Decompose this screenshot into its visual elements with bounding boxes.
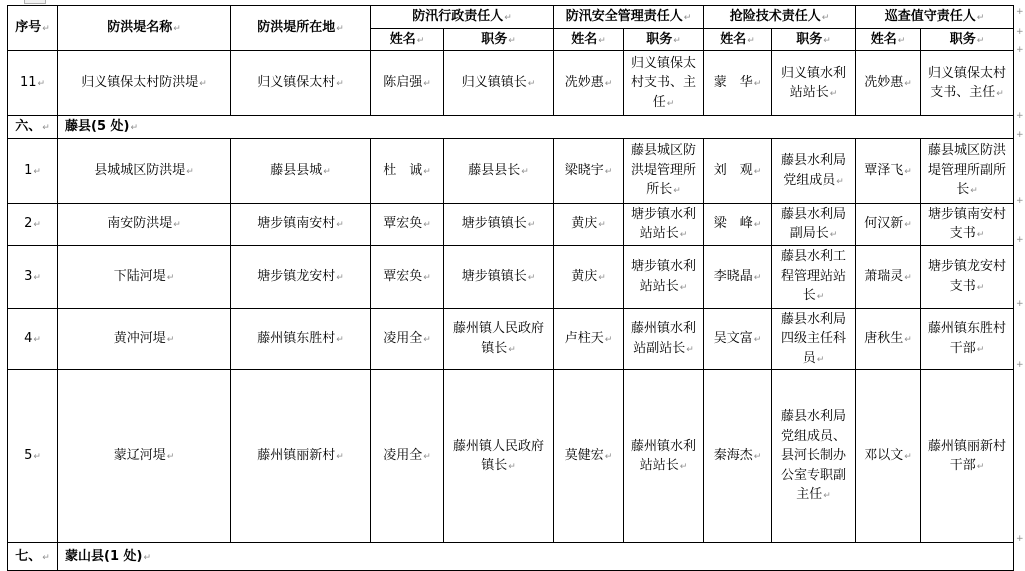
cell-person-name[interactable] — [704, 370, 772, 543]
end-of-cell-mark: ↵ — [604, 166, 613, 177]
header-text: 职务 — [949, 31, 976, 47]
cell-text: 六、 — [15, 119, 42, 134]
section-index-cell[interactable] — [8, 116, 58, 139]
end-of-cell-mark: ↵ — [508, 344, 516, 355]
cell-person-name[interactable] — [371, 308, 444, 370]
cell-duty[interactable] — [444, 245, 554, 308]
end-of-cell-mark: ↵ — [42, 123, 50, 133]
end-of-cell-mark: ↵ — [173, 220, 181, 231]
cell-text: 藤县水利局四级主任科员 — [780, 311, 846, 366]
end-of-cell-mark: ↵ — [753, 220, 762, 231]
end-of-cell-mark: ↵ — [416, 35, 425, 46]
cell-person-name[interactable] — [554, 245, 624, 308]
cell-text: 李晓晶 — [713, 268, 753, 284]
end-of-cell-mark: ↵ — [976, 462, 985, 472]
header-dike-name[interactable] — [58, 6, 231, 51]
cell-duty[interactable] — [921, 203, 1014, 245]
cell-duty[interactable] — [921, 51, 1014, 116]
cell-text: 藤县水利工程管理站站长 — [780, 249, 846, 304]
cell-person-name[interactable] — [856, 203, 921, 245]
header-location[interactable] — [231, 6, 371, 51]
cell-text: 归义镇保太村防洪堤 — [81, 75, 199, 91]
cell-person-name[interactable] — [554, 370, 624, 543]
cell-location[interactable] — [231, 203, 371, 245]
end-of-cell-mark: ↵ — [598, 35, 606, 46]
cell-text: 七、 — [15, 548, 42, 564]
cell-text: 塘步镇水利站站长 — [630, 206, 696, 241]
cell-serial[interactable] — [8, 245, 58, 308]
end-of-row-mark: + — [1016, 111, 1024, 121]
header-text: 姓名 — [720, 31, 747, 47]
section-label-cell[interactable] — [58, 116, 1014, 139]
end-of-cell-mark: ↵ — [527, 272, 536, 283]
table-row — [8, 51, 1014, 116]
cell-duty[interactable] — [772, 203, 856, 245]
section-index-cell[interactable] — [8, 543, 58, 571]
table-row — [8, 138, 1014, 203]
end-of-cell-mark: ↵ — [679, 230, 688, 240]
cell-text: 凌用全 — [383, 331, 423, 346]
cell-text: 蒙山县(1 处) — [65, 548, 143, 564]
header-text: 防汛安全管理责任人 — [565, 9, 683, 24]
end-of-cell-mark: ↵ — [753, 335, 762, 345]
cell-dike-name[interactable] — [58, 245, 231, 308]
cell-location[interactable] — [231, 51, 371, 116]
cell-duty[interactable] — [444, 203, 554, 245]
cell-person-name[interactable] — [371, 245, 444, 308]
header-text: 职务 — [481, 31, 508, 47]
header-group-patrol[interactable] — [856, 6, 1014, 29]
end-of-row-mark: + — [1016, 299, 1024, 309]
cell-serial[interactable] — [8, 138, 58, 203]
cell-text: 何汉新 — [864, 216, 904, 232]
cell-duty[interactable] — [444, 138, 554, 203]
cell-text: 归义镇保太村 — [257, 75, 336, 91]
cell-text: 4 — [24, 331, 33, 346]
end-of-cell-mark: ↵ — [673, 186, 681, 197]
end-of-cell-mark: ↵ — [508, 462, 516, 472]
header-text: 姓名 — [870, 31, 897, 47]
header-duty-rescue[interactable] — [772, 28, 856, 51]
cell-text: 黄庆 — [571, 268, 598, 284]
end-of-cell-mark: ↵ — [976, 35, 985, 46]
cell-dike-name[interactable] — [58, 51, 231, 116]
cell-serial[interactable] — [8, 308, 58, 370]
table-row — [8, 245, 1014, 308]
header-name-patrol[interactable] — [856, 28, 921, 51]
cell-text: 藤州镇东胜村 — [257, 331, 336, 346]
end-of-cell-mark: ↵ — [904, 220, 912, 231]
section-row — [8, 116, 1014, 139]
cell-person-name[interactable] — [704, 138, 772, 203]
end-of-cell-mark: ↵ — [130, 123, 139, 133]
cell-text: 冼妙惠 — [864, 75, 904, 91]
section-label-cell[interactable] — [58, 543, 1014, 571]
end-of-cell-mark: ↵ — [970, 186, 978, 197]
cell-text: 藤县城区防洪堤管理所所长 — [630, 143, 696, 198]
end-of-cell-mark: ↵ — [598, 220, 606, 231]
cell-text: 藤县(5 处) — [65, 119, 130, 134]
end-of-row-mark: + — [1016, 360, 1024, 370]
cell-text: 归义镇水利站站长 — [780, 65, 846, 100]
cell-person-name[interactable] — [856, 51, 921, 116]
end-of-cell-mark: ↵ — [33, 335, 41, 345]
end-of-cell-mark: ↵ — [679, 462, 688, 472]
end-of-cell-mark: ↵ — [747, 35, 755, 46]
cell-text: 卢柱天 — [564, 331, 604, 346]
cell-serial[interactable] — [8, 51, 58, 116]
table-row — [8, 370, 1014, 543]
end-of-cell-mark: ↵ — [821, 13, 830, 23]
cell-text: 藤县县城 — [270, 162, 323, 178]
cell-dike-name[interactable] — [58, 203, 231, 245]
cell-text: 藤县水利局副局长 — [780, 206, 846, 241]
cell-duty[interactable] — [624, 51, 704, 116]
end-of-cell-mark: ↵ — [33, 272, 41, 283]
end-of-cell-mark: ↵ — [143, 552, 152, 563]
end-of-cell-mark: ↵ — [33, 220, 41, 231]
cell-location[interactable] — [231, 245, 371, 308]
end-of-cell-mark: ↵ — [976, 344, 985, 355]
cell-duty[interactable] — [624, 138, 704, 203]
cell-duty[interactable] — [624, 245, 704, 308]
cell-text: 11 — [19, 75, 37, 91]
end-of-cell-mark: ↵ — [336, 452, 344, 463]
cell-text: 蒙 华 — [713, 75, 753, 91]
cell-text: 吴文富 — [713, 331, 753, 346]
header-text: 巡查值守责任人 — [884, 9, 976, 24]
cell-text: 塘步镇镇长 — [461, 216, 527, 232]
cell-text: 梁 峰 — [713, 216, 753, 232]
end-of-cell-mark: ↵ — [33, 166, 41, 177]
end-of-cell-mark: ↵ — [753, 79, 762, 90]
header-text: 抢险技术责任人 — [729, 9, 821, 24]
end-of-cell-mark: ↵ — [336, 335, 344, 345]
header-text: 姓名 — [389, 31, 416, 47]
cell-text: 塘步镇南安村 — [257, 216, 336, 232]
header-duty-safety[interactable] — [624, 28, 704, 51]
cell-duty[interactable] — [624, 308, 704, 370]
end-of-cell-mark: ↵ — [683, 13, 692, 23]
header-name-rescue[interactable] — [704, 28, 772, 51]
header-text: 序号 — [15, 20, 42, 36]
end-of-cell-mark: ↵ — [598, 272, 606, 283]
header-serial[interactable] — [8, 6, 58, 51]
end-of-cell-mark: ↵ — [666, 98, 675, 109]
cell-text: 塘步镇龙安村支书 — [927, 259, 1006, 294]
end-of-cell-mark: ↵ — [521, 166, 529, 177]
cell-person-name[interactable] — [704, 308, 772, 370]
header-group-admin[interactable] — [371, 6, 554, 29]
cell-text: 下陆河堤 — [113, 268, 166, 284]
cell-text: 秦海杰 — [713, 448, 753, 464]
end-of-cell-mark: ↵ — [423, 166, 431, 177]
end-of-cell-mark: ↵ — [823, 35, 831, 46]
table-row — [8, 203, 1014, 245]
header-group-row — [8, 6, 1014, 29]
end-of-cell-mark: ↵ — [686, 344, 694, 355]
page-top-artifact — [24, 0, 46, 4]
cell-person-name[interactable] — [371, 51, 444, 116]
end-of-cell-mark: ↵ — [423, 335, 431, 345]
cell-text: 覃宏奂 — [383, 268, 423, 284]
cell-text: 塘步镇南安村支书 — [927, 206, 1006, 241]
cell-person-name[interactable] — [704, 245, 772, 308]
end-of-cell-mark: ↵ — [816, 292, 825, 303]
end-of-cell-mark: ↵ — [604, 79, 613, 90]
cell-serial[interactable] — [8, 203, 58, 245]
cell-text: 塘步镇镇长 — [461, 268, 527, 284]
end-of-cell-mark: ↵ — [423, 220, 431, 231]
cell-text: 莫健宏 — [564, 448, 604, 464]
cell-text: 藤州镇丽新村干部 — [927, 438, 1006, 473]
cell-text: 覃宏奂 — [383, 216, 423, 232]
header-duty-patrol[interactable] — [921, 28, 1014, 51]
end-of-row-mark: + — [1016, 45, 1024, 55]
end-of-row-mark: + — [1016, 7, 1024, 17]
end-of-cell-mark: ↵ — [976, 230, 985, 240]
end-of-cell-mark: ↵ — [199, 79, 207, 90]
cell-text: 陈启强 — [383, 75, 423, 91]
end-of-cell-mark: ↵ — [336, 272, 344, 283]
header-text: 姓名 — [571, 31, 598, 47]
cell-text: 藤州镇水利站站长 — [630, 438, 696, 473]
header-text: 职务 — [646, 31, 673, 47]
cell-text: 黄庆 — [571, 216, 598, 232]
cell-text: 藤县水利局党组成员、县河长制办公室专职副主任 — [780, 409, 846, 503]
end-of-cell-mark: ↵ — [829, 230, 838, 240]
cell-text: 县城城区防洪堤 — [94, 162, 186, 178]
end-of-cell-mark: ↵ — [904, 452, 912, 463]
header-group-rescue[interactable] — [704, 6, 856, 29]
cell-duty[interactable] — [921, 245, 1014, 308]
cell-person-name[interactable] — [371, 203, 444, 245]
end-of-cell-mark: ↵ — [173, 24, 181, 35]
cell-dike-name[interactable] — [58, 138, 231, 203]
cell-duty[interactable] — [772, 370, 856, 543]
cell-person-name[interactable] — [371, 138, 444, 203]
header-text: 职务 — [796, 31, 823, 47]
cell-duty[interactable] — [444, 308, 554, 370]
cell-text: 杜 诚 — [383, 162, 423, 178]
cell-text: 蒙辽河堤 — [113, 448, 166, 464]
cell-text: 塘步镇水利站站长 — [630, 259, 696, 294]
cell-text: 萧瑞灵 — [864, 268, 904, 284]
end-of-cell-mark: ↵ — [33, 452, 41, 463]
cell-text: 藤州镇东胜村干部 — [927, 321, 1006, 356]
cell-text: 归义镇保太村支书、主任 — [630, 55, 696, 110]
cell-person-name[interactable] — [554, 51, 624, 116]
cell-text: 藤州镇水利站副站长 — [630, 321, 696, 356]
cell-text: 唐秋生 — [864, 331, 904, 346]
end-of-cell-mark: ↵ — [42, 552, 50, 563]
end-of-cell-mark: ↵ — [336, 220, 344, 231]
cell-location[interactable] — [231, 308, 371, 370]
cell-dike-name[interactable] — [58, 308, 231, 370]
end-of-cell-mark: ↵ — [37, 79, 46, 90]
cell-person-name[interactable] — [856, 138, 921, 203]
end-of-cell-mark: ↵ — [836, 176, 844, 187]
cell-text: 2 — [24, 216, 33, 232]
header-text: 防洪堤所在地 — [257, 20, 336, 36]
cell-duty[interactable] — [921, 370, 1014, 543]
end-of-cell-mark: ↵ — [166, 335, 175, 345]
end-of-cell-mark: ↵ — [679, 282, 688, 293]
end-of-row-mark: + — [1016, 534, 1024, 544]
header-duty-admin[interactable] — [444, 28, 554, 51]
cell-person-name[interactable] — [856, 370, 921, 543]
cell-text: 1 — [24, 162, 33, 178]
cell-text: 南安防洪堤 — [107, 216, 173, 232]
section-row — [8, 543, 1014, 571]
cell-serial[interactable] — [8, 370, 58, 543]
end-of-cell-mark: ↵ — [753, 166, 762, 177]
table-row — [8, 308, 1014, 370]
header-group-safety[interactable] — [554, 6, 704, 29]
end-of-cell-mark: ↵ — [336, 79, 344, 90]
cell-text: 覃泽飞 — [864, 162, 904, 178]
end-of-cell-mark: ↵ — [527, 220, 536, 231]
cell-location[interactable] — [231, 138, 371, 203]
cell-text: 藤州镇丽新村 — [257, 448, 336, 464]
cell-duty[interactable] — [921, 138, 1014, 203]
cell-duty[interactable] — [624, 370, 704, 543]
end-of-cell-mark: ↵ — [753, 272, 762, 283]
cell-text: 凌用全 — [383, 448, 423, 464]
end-of-cell-mark: ↵ — [423, 79, 431, 90]
end-of-cell-mark: ↵ — [336, 24, 344, 35]
cell-person-name[interactable] — [856, 245, 921, 308]
cell-text: 归义镇保太村支书、主任 — [927, 65, 1006, 100]
cell-text: 梁晓宇 — [564, 162, 604, 178]
cell-duty[interactable] — [772, 51, 856, 116]
cell-text: 藤县水利局党组成员 — [780, 153, 846, 188]
end-of-cell-mark: ↵ — [166, 272, 175, 283]
end-of-cell-mark: ↵ — [904, 166, 912, 177]
cell-text: 5 — [24, 448, 33, 464]
cell-text: 藤州镇人民政府镇长 — [452, 321, 544, 356]
cell-duty[interactable] — [772, 138, 856, 203]
end-of-cell-mark: ↵ — [527, 79, 536, 90]
cell-duty[interactable] — [444, 370, 554, 543]
cell-location[interactable] — [231, 370, 371, 543]
cell-duty[interactable] — [624, 203, 704, 245]
end-of-cell-mark: ↵ — [829, 89, 838, 99]
end-of-cell-mark: ↵ — [604, 335, 613, 345]
cell-person-name[interactable] — [704, 203, 772, 245]
end-of-cell-mark: ↵ — [816, 354, 825, 365]
cell-text: 归义镇镇长 — [461, 75, 527, 91]
cell-person-name[interactable] — [554, 203, 624, 245]
cell-person-name[interactable] — [704, 51, 772, 116]
header-text: 防汛行政责任人 — [412, 9, 504, 24]
cell-text: 黄冲河堤 — [113, 331, 166, 346]
cell-text: 3 — [24, 268, 33, 284]
cell-text: 藤州镇人民政府镇长 — [452, 438, 544, 473]
end-of-cell-mark: ↵ — [604, 452, 613, 463]
cell-text: 藤县县长 — [468, 162, 521, 178]
cell-text: 冼妙惠 — [564, 75, 604, 91]
end-of-row-mark: + — [1016, 130, 1024, 140]
end-of-cell-mark: ↵ — [823, 491, 831, 502]
end-of-cell-mark: ↵ — [904, 272, 912, 283]
cell-duty[interactable] — [772, 245, 856, 308]
table-body — [8, 51, 1014, 571]
cell-person-name[interactable] — [371, 370, 444, 543]
end-of-cell-mark: ↵ — [904, 335, 912, 345]
cell-person-name[interactable] — [554, 138, 624, 203]
end-of-row-mark: + — [1016, 235, 1024, 245]
cell-person-name[interactable] — [554, 308, 624, 370]
cell-duty[interactable] — [921, 308, 1014, 370]
cell-text: 藤县城区防洪堤管理所副所长 — [927, 143, 1006, 198]
responsibility-table — [7, 5, 1014, 571]
cell-text: 塘步镇龙安村 — [257, 268, 336, 284]
cell-duty[interactable] — [772, 308, 856, 370]
end-of-cell-mark: ↵ — [753, 452, 762, 463]
end-of-cell-mark: ↵ — [504, 13, 512, 23]
end-of-cell-mark: ↵ — [976, 282, 985, 293]
cell-dike-name[interactable] — [58, 370, 231, 543]
end-of-row-mark: + — [1016, 27, 1024, 37]
end-of-cell-mark: ↵ — [423, 272, 431, 283]
end-of-cell-mark: ↵ — [673, 35, 681, 46]
end-of-cell-mark: ↵ — [976, 13, 985, 23]
end-of-cell-mark: ↵ — [166, 452, 175, 463]
end-of-cell-mark: ↵ — [323, 166, 331, 177]
header-name-safety[interactable] — [554, 28, 624, 51]
cell-person-name[interactable] — [856, 308, 921, 370]
end-of-cell-mark: ↵ — [996, 89, 1004, 99]
end-of-cell-mark: ↵ — [508, 35, 516, 46]
end-of-cell-mark: ↵ — [897, 35, 906, 46]
end-of-cell-mark: ↵ — [904, 79, 912, 90]
end-of-row-mark: + — [1016, 196, 1024, 206]
header-text: 防洪堤名称 — [107, 20, 173, 36]
header-name-admin[interactable] — [371, 28, 444, 51]
end-of-cell-mark: ↵ — [423, 452, 431, 463]
end-of-cell-mark: ↵ — [42, 24, 50, 35]
cell-text: 邓以文 — [864, 448, 904, 464]
cell-text: 刘 观 — [713, 162, 753, 178]
end-of-cell-mark: ↵ — [186, 166, 194, 177]
cell-duty[interactable] — [444, 51, 554, 116]
